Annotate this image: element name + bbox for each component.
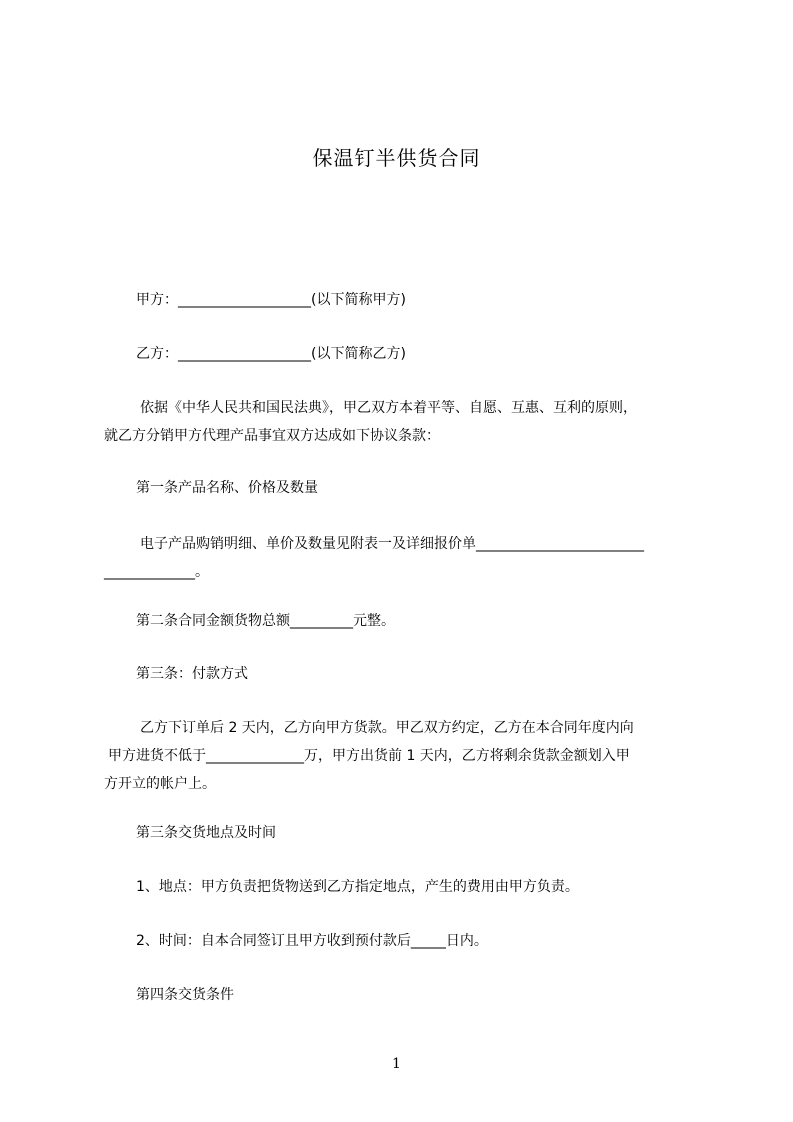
preamble-line-2: 就乙方分销甲方代理产品事宜双方达成如下协议条款：	[104, 428, 440, 444]
article-1-body-line-1: 电子产品购销明细、单价及数量见附表一及详细报价单________________________	[140, 536, 644, 552]
page-number: 1	[392, 1056, 401, 1072]
article-3-heading: 第三条：付款方式	[136, 666, 248, 682]
article-1-heading: 第一条产品名称、价格及数量	[136, 480, 318, 496]
article-1-body-line-2: _____________。	[104, 564, 209, 580]
article-2-line: 第二条合同金额货物总额_________元整。	[136, 613, 395, 629]
preamble-line-1: 依据《中华人民共和国民法典》，甲乙双方本着平等、自愿、互惠、互利的原则，	[140, 400, 637, 416]
page-title: 保温钉半供货合同	[312, 146, 481, 170]
article-3-body-line-2: 甲方进货不低于______________万，甲方出货前 1 天内，乙方将剩余货款金额划入甲	[108, 748, 630, 764]
delivery-time-line: 2、时间：自本合同签订且甲方收到预付款后_____日内。	[136, 933, 488, 949]
article-3-body-line-3: 方开立的帐户上。	[104, 776, 216, 792]
party-b-line: 乙方：___________________(以下简称乙方)	[136, 346, 406, 362]
delivery-location-line: 1、地点：甲方负责把货物送到乙方指定地点，产生的费用由甲方负责。	[136, 879, 579, 895]
article-3b-heading: 第三条交货地点及时间	[136, 825, 276, 841]
article-3-body-line-1: 乙方下订单后 2 天内，乙方向甲方货款。甲乙双方约定，乙方在本合同年度内向	[140, 720, 634, 736]
article-4-heading: 第四条交货条件	[136, 987, 234, 1003]
party-a-line: 甲方：___________________(以下简称甲方)	[136, 292, 406, 308]
